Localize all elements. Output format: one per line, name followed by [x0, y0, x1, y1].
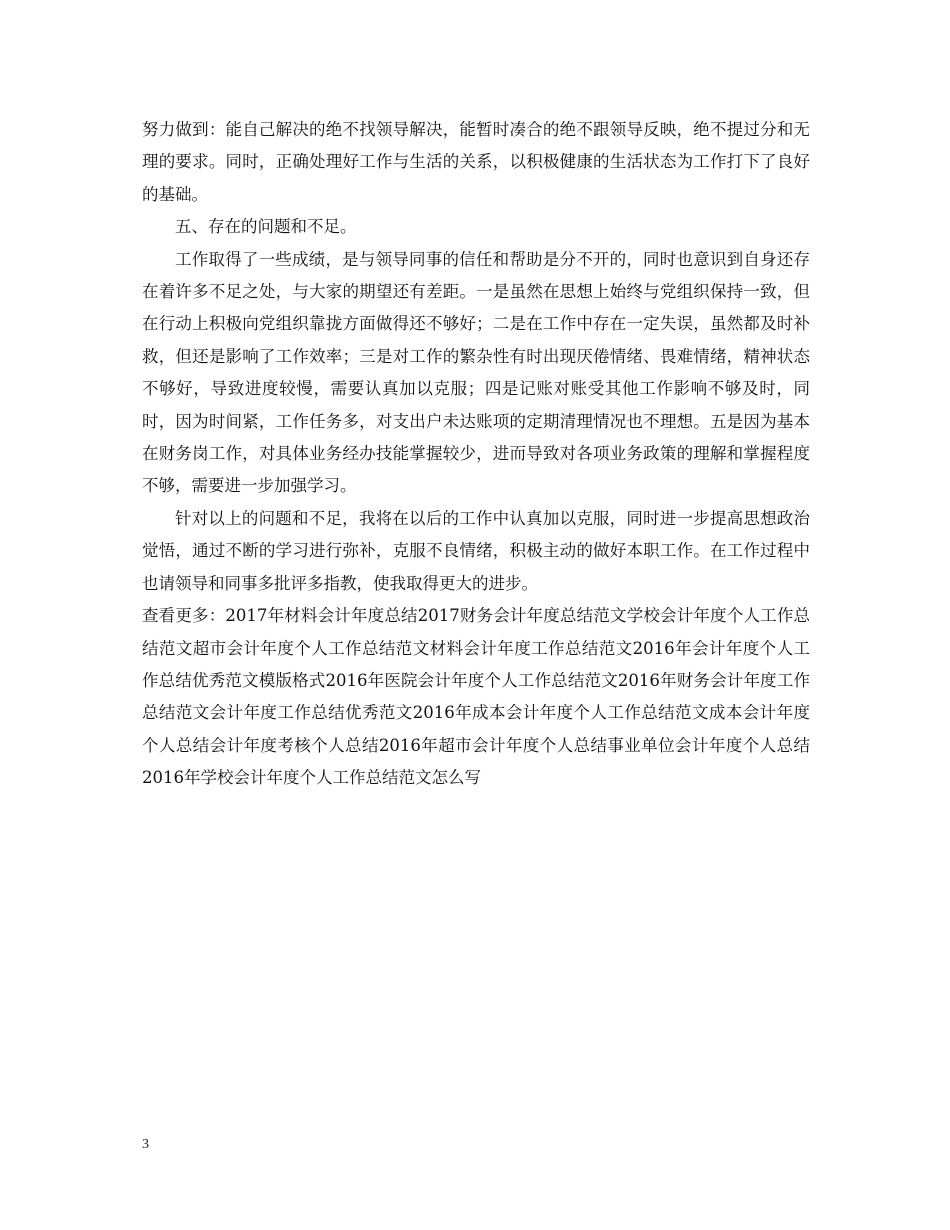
- related-links: 查看更多：2017年材料会计年度总结2017财务会计年度总结范文学校会计年度个人工作总结范文超市会计年度个人工作总结范文材料会计年度工作总结范文2016年会计年度个人工作总结优秀范文模版格式2016年医院会计年度个人工作总结范文2016年财务会计年度工作总结范文会计年度工作总结优秀范文2016年成本会计年度个人工作总结范文成本会计年度个人总结会计年度考核个人总结2016年超市会计年度个人总结事业单位会计年度个人总结2016年学校会计年度个人工作总结范文怎么写: [142, 606, 810, 788]
- paragraph-continuation: 努力做到：能自己解决的绝不找领导解决，能暂时凑合的绝不跟领导反映，绝不提过分和无理的要求。同时，正确处理好工作与生活的关系，以积极健康的生活状态为工作打下了良好的基础。: [142, 120, 810, 204]
- paragraph-problems: 工作取得了一些成绩，是与领导同事的信任和帮助是分不开的，同时也意识到自身还存在着许多不足之处，与大家的期望还有差距。一是虽然在思想上始终与党组织保持一致，但在行动上积极向党组织靠拢方面做得还不够好；二是在工作中存在一定失误，虽然都及时补救，但还是影响了工作效率；三是对工作的繁杂性有时出现厌倦情绪、畏难情绪，精神状态不够好，导致进度较慢，需要认真加以克服；四是记账对账受其他工作影响不够及时，同时，因为时间紧，工作任务多，对支出户未达账项的定期清理情况也不理想。五是因为基本在财务岗工作，对具体业务经办技能掌握较少，进而导致对各项业务政策的理解和掌握程度不够，需要进一步加强学习。: [142, 249, 810, 496]
- page-number: 3: [142, 1137, 149, 1152]
- document-body: [142, 114, 810, 795]
- paragraph-improvement: 针对以上的问题和不足，我将在以后的工作中认真加以克服，同时进一步提高思想政治觉悟，通过不断的学习进行弥补，克服不良情绪，积极主动的做好本职工作。在工作过程中也请领导和同事多批评多指教，使我取得更大的进步。: [142, 508, 810, 593]
- section-heading: 五、存在的问题和不足。: [175, 217, 357, 237]
